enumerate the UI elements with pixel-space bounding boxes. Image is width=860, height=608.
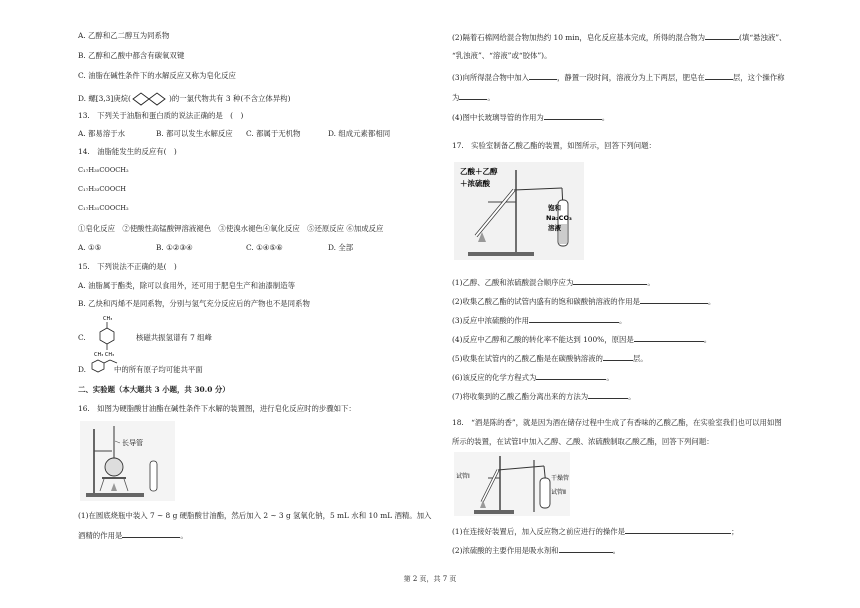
spiroheptane-structure-icon <box>131 92 169 106</box>
answer-blank[interactable] <box>559 545 613 553</box>
q14-formula-line-2: C₁₇H₃₃COOCH <box>78 185 127 193</box>
q12-option-a: A. 乙醇和乙二醇互为同系物 <box>78 31 170 40</box>
q18-stem-continued: 所示的装置，在试管Ⅰ中加入乙醇、乙酸、浓硫酸制取乙酸乙酯，回答下列问题： <box>452 437 714 446</box>
q17-part-5: (5)收集在试管内的乙酸乙酯是在碳酸钠溶液的 层。 <box>452 354 648 363</box>
q18-fig-label-tube-1: 试管Ⅰ <box>456 473 470 480</box>
q13-option-c: C. 都属于无机物 <box>246 129 301 138</box>
q17-part-2: (2)收集乙酸乙酯的试管内盛有的饱和碳酸钠溶液的作用是 。 <box>452 297 716 306</box>
svg-text:CH₃: CH₃ <box>103 316 113 322</box>
q14-formula-line-3: C₁₇H₃₁COOCH₂ <box>78 204 129 212</box>
section-2-heading: 二、实验题（本大题共 3 小题，共 30.0 分） <box>78 385 230 394</box>
q14-reactions: ①皂化反应 ②使酸性高锰酸钾溶液褪色 ③使溴水褪色④氧化反应 ⑤还原反应 ⑥加成反应 <box>78 224 384 233</box>
answer-blank[interactable] <box>705 32 739 40</box>
q17-fig-label-saturated: 饱和 <box>548 204 561 212</box>
answer-blank[interactable] <box>459 92 487 100</box>
q16-fig-label-long-tube: 长导管 <box>122 439 143 447</box>
q12-option-c: C. 油脂在碱性条件下的水解反应又称为皂化反应 <box>78 71 236 80</box>
q17-part-3: (3)反应中浓硫酸的作用 。 <box>452 316 627 325</box>
q15-option-b: B. 乙炔和丙烯不是同系物，分别与氢气充分反应后的产物也不是同系物 <box>78 299 310 308</box>
q14-option-a: A. ①⑤ <box>78 243 102 252</box>
q15-option-c-structure-icon <box>90 314 124 358</box>
q15-option-d: D. <box>78 365 87 374</box>
q16-part-3-continued: 为 。 <box>452 93 495 102</box>
answer-blank[interactable] <box>544 112 602 120</box>
q16-part-1-continued: 酒精的作用是 。 <box>78 531 188 540</box>
q15-option-c-text: 核磁共振氢谱有 7 组峰 <box>136 333 212 342</box>
answer-blank[interactable] <box>573 277 647 285</box>
answer-blank[interactable] <box>625 526 731 534</box>
q14-option-d: D. 全部 <box>328 243 354 252</box>
q16-part-1: (1)在圆底烧瓶中装入 7 ~ 8 g 硬脂酸甘油酯，然后加入 2 ~ 3 g 氢氧化钠，5 mL 水和 10 mL 酒精。加入 <box>78 511 432 520</box>
q18-fig-label-tube-2: 试管Ⅱ <box>551 489 566 496</box>
q14-option-b: B. ①②③④ <box>156 243 193 252</box>
q12-option-b: B. 乙醇和乙酸中都含有碳氧双键 <box>78 51 185 60</box>
svg-text:CH₃ CH₃: CH₃ CH₃ <box>94 352 115 358</box>
q14-formula-line-1: C₁₇H₃₅COOCH₂ <box>78 166 129 174</box>
q17-fig-label-acid: ＋浓硫酸 <box>460 179 490 188</box>
q18-part-2: (2)浓硫酸的主要作用是吸水剂和 。 <box>452 546 620 555</box>
answer-blank[interactable] <box>640 296 708 304</box>
q13-option-d: D. 组成元素都相同 <box>328 129 391 138</box>
q17-stem: 17. 实验室制备乙酸乙酯的装置，如图所示，回答下列问题： <box>452 141 656 150</box>
answer-blank[interactable] <box>122 530 180 538</box>
q17-fig-label-solution: 溶液 <box>548 224 561 232</box>
q17-fig-label-na2co3: Na₂CO₃ <box>546 214 572 222</box>
page-footer: 第 2 页，共 7 页 <box>403 575 457 583</box>
q17-part-7: (7)将收集到的乙酸乙酯分离出来的方法为 。 <box>452 392 636 401</box>
q15-option-c: C. <box>78 333 86 342</box>
q18-fig-label-drying-tube: 干燥管 <box>551 475 570 482</box>
q18-ethyl-acetate-apparatus-figure <box>454 452 570 516</box>
answer-blank[interactable] <box>588 391 628 399</box>
q16-part-4: (4)图中长玻璃导管的作用为 。 <box>452 113 610 122</box>
q12-option-d: D. 螺[3,3]庚烷( )的一氯代物共有 3 种(不含立体异构) <box>78 92 290 106</box>
q15-stem: 15. 下列说法不正确的是( ) <box>78 262 177 271</box>
q18-stem: 18. “酒是陈的香”，就是因为酒在储存过程中生成了有香味的乙酸乙酯，在实验室我们也可以用如图 <box>452 418 782 427</box>
answer-blank[interactable] <box>705 72 733 80</box>
q17-part-4: (4)反应中乙醇和乙酸的转化率不能达到 100%，原因是 。 <box>452 335 712 344</box>
q16-part-2-continued: “乳浊液”、“溶液”或“胶体”)。 <box>452 51 552 60</box>
q16-part-3: (3)向所得混合物中加入 ，静置一段时间，溶液分为上下两层，肥皂在 层，这个操作称 <box>452 73 785 82</box>
answer-blank[interactable] <box>529 72 557 80</box>
q15-option-a: A. 油脂属于酯类，除可以食用外，还可用于肥皂生产和油漆制造等 <box>78 281 295 290</box>
q17-part-1: (1)乙醇、乙酸和浓硫酸混合顺序应为 。 <box>452 278 655 287</box>
answer-blank[interactable] <box>634 334 704 342</box>
answer-blank[interactable] <box>536 372 606 380</box>
q13-stem: 13. 下列关于油脂和蛋白质的说法正确的是 ( ) <box>78 111 244 120</box>
q17-part-6: (6)该反应的化学方程式为 。 <box>452 373 614 382</box>
answer-blank[interactable] <box>529 315 619 323</box>
q17-fig-label-reagents: 乙酸＋乙醇 <box>460 167 498 176</box>
q13-option-b: B. 都可以发生水解反应 <box>156 129 233 138</box>
answer-blank[interactable] <box>603 353 633 361</box>
q14-option-c: C. ①④⑤⑥ <box>246 243 283 252</box>
q14-stem: 14. 油脂能发生的反应有( ) <box>78 147 177 156</box>
q18-part-1: (1)在连接好装置后，加入反应物之前应进行的操作是 ； <box>452 527 739 536</box>
q16-stem: 16. 如图为硬脂酸甘油酯在碱性条件下水解的装置图，进行皂化反应时的步骤如下： <box>78 404 356 413</box>
q16-part-2: (2)隔着石棉网给混合物加热约 10 min，皂化反应基本完成，所得的混合物为 (填“悬浊液”、 <box>452 33 787 42</box>
q15-option-d-text: 中的所有原子均可能共平面 <box>114 365 203 374</box>
q17-ethyl-acetate-apparatus-figure <box>454 162 584 260</box>
q13-option-a: A. 都易溶于水 <box>78 129 125 138</box>
q16-saponification-apparatus-figure <box>80 421 175 501</box>
